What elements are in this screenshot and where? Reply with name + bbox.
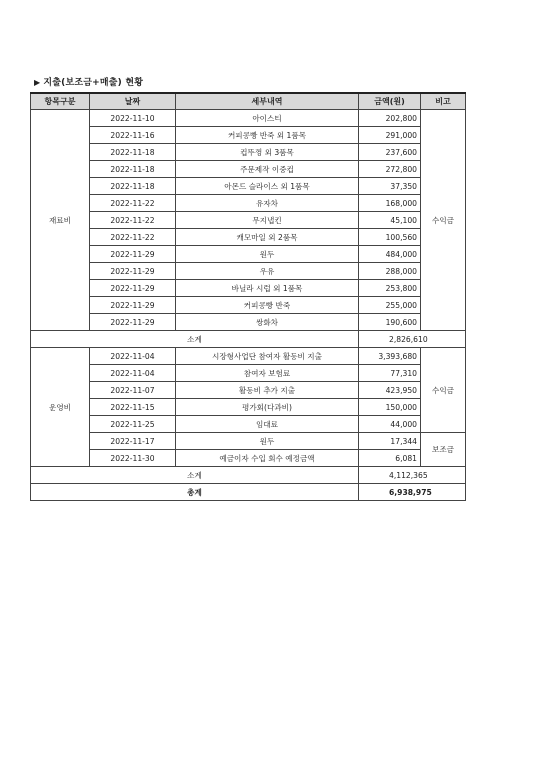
subtotal-amount: 4,112,365 — [359, 467, 466, 484]
amount-cell: 3,393,680 — [359, 348, 421, 365]
amount-cell: 17,344 — [359, 433, 421, 450]
total-row — [31, 484, 466, 501]
table-row — [31, 161, 466, 178]
description-cell: 커피콩빵 반죽 — [176, 297, 359, 314]
description-cell: 평가회(다과비) — [176, 399, 359, 416]
amount-cell: 253,800 — [359, 280, 421, 297]
amount-cell: 237,600 — [359, 144, 421, 161]
total-amount: 6,938,975 — [359, 484, 466, 501]
date-cell: 2022-11-29 — [90, 314, 176, 331]
description-cell: 아몬드 슬라이스 외 1품목 — [176, 178, 359, 195]
table-row — [31, 195, 466, 212]
description-cell: 원두 — [176, 433, 359, 450]
subtotal-row — [31, 467, 466, 484]
table-row — [31, 246, 466, 263]
table-row — [31, 314, 466, 331]
description-cell: 캐모마일 외 2품목 — [176, 229, 359, 246]
description-cell: 컵뚜껑 외 3품목 — [176, 144, 359, 161]
table-header — [31, 93, 466, 110]
date-cell: 2022-11-18 — [90, 178, 176, 195]
header-date: 날짜 — [90, 93, 176, 110]
table-row — [31, 382, 466, 399]
date-cell: 2022-11-18 — [90, 144, 176, 161]
subtotal-label: 소계 — [31, 331, 359, 348]
date-cell: 2022-11-22 — [90, 229, 176, 246]
date-cell: 2022-11-18 — [90, 161, 176, 178]
amount-cell: 44,000 — [359, 416, 421, 433]
amount-cell: 77,310 — [359, 365, 421, 382]
amount-cell: 6,081 — [359, 450, 421, 467]
date-cell: 2022-11-17 — [90, 433, 176, 450]
date-cell: 2022-11-16 — [90, 127, 176, 144]
amount-cell: 484,000 — [359, 246, 421, 263]
description-cell: 커피콩빵 반죽 외 1품목 — [176, 127, 359, 144]
table-row — [31, 280, 466, 297]
table-row — [31, 416, 466, 433]
note-cell: 수익금 — [421, 110, 466, 331]
amount-cell: 37,350 — [359, 178, 421, 195]
description-cell: 무지냅킨 — [176, 212, 359, 229]
description-cell: 예금이자 수입 회수 예정금액 — [176, 450, 359, 467]
date-cell: 2022-11-30 — [90, 450, 176, 467]
header-description: 세부내역 — [176, 93, 359, 110]
table-row — [31, 399, 466, 416]
date-cell: 2022-11-07 — [90, 382, 176, 399]
amount-cell: 288,000 — [359, 263, 421, 280]
total-label: 총계 — [31, 484, 359, 501]
amount-cell: 168,000 — [359, 195, 421, 212]
amount-cell: 255,000 — [359, 297, 421, 314]
date-cell: 2022-11-29 — [90, 263, 176, 280]
table-body — [31, 110, 466, 501]
section-title-text: 지출(보조금+매출) 현황 — [43, 78, 144, 88]
table-row — [31, 348, 466, 365]
table-row — [31, 433, 466, 450]
date-cell: 2022-11-29 — [90, 297, 176, 314]
date-cell: 2022-11-29 — [90, 246, 176, 263]
header-amount: 금액(원) — [359, 93, 421, 110]
section-title — [34, 75, 143, 88]
table-row — [31, 450, 466, 467]
amount-cell: 45,100 — [359, 212, 421, 229]
subtotal-label: 소계 — [31, 467, 359, 484]
amount-cell: 150,000 — [359, 399, 421, 416]
category-cell: 운영비 — [31, 348, 90, 467]
date-cell: 2022-11-22 — [90, 195, 176, 212]
description-cell: 유자차 — [176, 195, 359, 212]
amount-cell: 100,560 — [359, 229, 421, 246]
amount-cell: 202,800 — [359, 110, 421, 127]
description-cell: 원두 — [176, 246, 359, 263]
table-row — [31, 263, 466, 280]
amount-cell: 272,800 — [359, 161, 421, 178]
table-row — [31, 229, 466, 246]
date-cell: 2022-11-10 — [90, 110, 176, 127]
date-cell: 2022-11-25 — [90, 416, 176, 433]
table-row — [31, 144, 466, 161]
table-row — [31, 127, 466, 144]
amount-cell: 291,000 — [359, 127, 421, 144]
expense-table — [30, 92, 466, 501]
amount-cell: 423,950 — [359, 382, 421, 399]
description-cell: 쌍화차 — [176, 314, 359, 331]
description-cell: 임대료 — [176, 416, 359, 433]
description-cell: 주문제작 이중컵 — [176, 161, 359, 178]
header-category: 항목구분 — [31, 93, 90, 110]
note-cell: 보조금 — [421, 433, 466, 467]
table-row — [31, 212, 466, 229]
header-note: 비고 — [421, 93, 466, 110]
date-cell: 2022-11-04 — [90, 365, 176, 382]
description-cell: 참여자 보험료 — [176, 365, 359, 382]
description-cell: 아이스티 — [176, 110, 359, 127]
description-cell: 시장형사업단 참여자 활동비 지출 — [176, 348, 359, 365]
category-cell: 재료비 — [31, 110, 90, 331]
table-row — [31, 178, 466, 195]
note-cell: 수익금 — [421, 348, 466, 433]
amount-cell: 190,600 — [359, 314, 421, 331]
table-row — [31, 110, 466, 127]
date-cell: 2022-11-22 — [90, 212, 176, 229]
description-cell: 활동비 추가 지출 — [176, 382, 359, 399]
date-cell: 2022-11-04 — [90, 348, 176, 365]
subtotal-row — [31, 331, 466, 348]
subtotal-amount: 2,826,610 — [359, 331, 466, 348]
table-row — [31, 297, 466, 314]
table-row — [31, 365, 466, 382]
date-cell: 2022-11-29 — [90, 280, 176, 297]
description-cell: 우유 — [176, 263, 359, 280]
date-cell: 2022-11-15 — [90, 399, 176, 416]
description-cell: 바닐라 시럽 외 1품목 — [176, 280, 359, 297]
triangle-right-icon: ▶ — [34, 78, 41, 87]
